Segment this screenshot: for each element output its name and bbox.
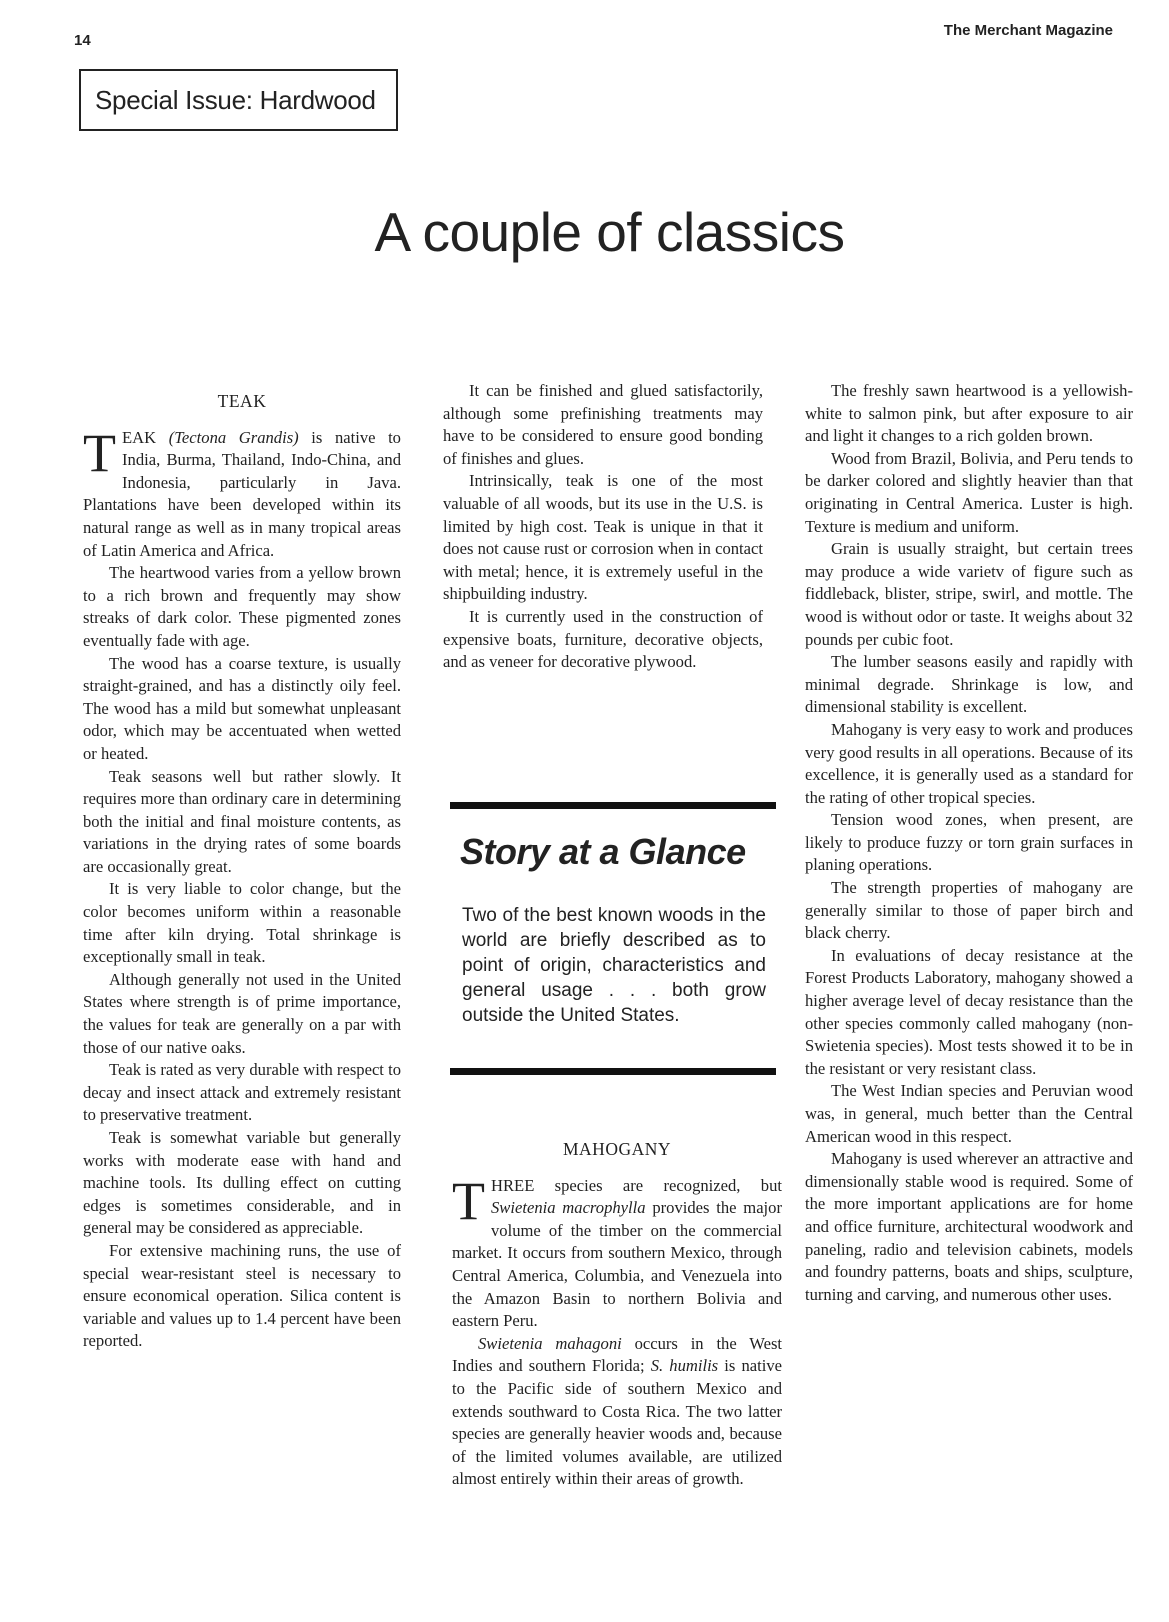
paragraph: Teak is rated as very durable with respect to decay and insect attack and extremely resistant to preservative treatment. — [83, 1060, 401, 1125]
bottom-rule — [450, 1068, 776, 1075]
mahogany-section — [452, 1128, 782, 1491]
paragraph: Although generally not used in the United States where strength is of prime importance, the values for teak are generally on a par with those of our native oaks. — [83, 969, 401, 1057]
headline: A couple of classics — [374, 201, 845, 263]
glance-title: Story at a Glance — [460, 831, 746, 872]
section-label: Special Issue: Hardwood — [79, 69, 398, 131]
teak-continued-column — [443, 380, 763, 674]
paragraph: The lumber seasons easily and rapidly with minimal degrade. Shrinkage is low, and dimensional stability is excellent. — [805, 652, 1133, 717]
paragraph: Wood from Brazil, Bolivia, and Peru tends to be darker colored and slightly heavier than that originating in Central America. Luster is high. Texture is medium and uniform. — [805, 448, 1133, 536]
mahogany-intro-text: HREE species are recognized, but Swietenia macrophylla provides the major volume of the timber on the commercial market. It occurs from southern Mexico, through Central America, Columbia, and Venezuela into the Amazon Basin to northern Bolivia and eastern Peru. — [452, 1175, 782, 1331]
paragraph: It can be finished and glued satisfactorily, although some prefinishing treatments may have to be considered to ensure good bonding of finishes and glues. — [443, 381, 763, 468]
paragraph: Tension wood zones, when present, are likely to produce fuzzy or torn grain surfaces in planing operations. — [805, 810, 1133, 875]
paragraph: It is currently used in the construction of expensive boats, furniture, decorative objects, and as veneer for decorative plywood. — [443, 606, 763, 672]
paragraph: Teak is somewhat variable but generally works with moderate ease with hand and machine tools. Its dulling effect on cutting edges is sometimes considerable, and in general may be considered as appreciable. — [83, 1128, 401, 1238]
mahogany-first-paragraph — [452, 1170, 782, 1333]
page-number: 14 — [74, 32, 91, 49]
dropcap: T — [83, 422, 116, 483]
paragraph: The wood has a coarse texture, is usually straight-grained, and has a distinctly oily feel. The wood has a mild but somewhat unpleasant odor, which may be accentuated when wetted or heated. — [83, 653, 401, 763]
paragraph: The strength properties of mahogany are generally similar to those of paper birch and black cherry. — [805, 878, 1133, 943]
paragraph: Grain is usually straight, but certain trees may produce a wide varietv of figure such as fiddleback, blister, stripe, swirl, and mottle. The wood is without odor or taste. It weighs about 32 pounds per cubic foot. — [805, 539, 1133, 649]
teak-heading: TEAK — [217, 391, 267, 411]
teak-first-paragraph — [83, 422, 401, 563]
paragraph: Teak seasons well but rather slowly. It requires more than ordinary care in determining both the initial and final moisture contents, as variations in the drying rates of some boards are occasionally great. — [83, 766, 401, 876]
paragraph: It is very liable to color change, but the color becomes uniform within a reasonable time after kiln drying. Total shrinkage is exceptionally small in teak. — [83, 879, 401, 967]
paragraph: The heartwood varies from a yellow brown to a rich brown and frequently may show streaks of dark color. These pigmented zones eventually fade with age. — [83, 563, 401, 650]
paragraph: Intrinsically, teak is one of the most valuable of all woods, but its use in the U.S. is limited by high cost. Teak is unique in that it does not cause rust or corrosion when in contact with metal; hence, it is extremely useful in the shipbuilding industry. — [443, 471, 763, 604]
teak-paragraphs — [83, 562, 401, 1353]
teak-continued-paragraphs — [443, 380, 763, 674]
paragraph: In evaluations of decay resistance at the Forest Products Laboratory, mahogany showed a higher average level of decay resistance than the other species commonly called mahogany (non-Swietenia species). Most tests showed it to be in the resistant or very resistant class. — [805, 945, 1133, 1078]
mahogany-heading: MAHOGANY — [562, 1139, 672, 1159]
paragraph: Mahogany is used wherever an attractive and dimensionally stable wood is required. Some of the more important applications are for home and office furniture, architectural woodwork and paneling, radio and television cabinets, models and foundry patterns, boats and ships, sculpture, turning and carving, and numerous other uses. — [805, 1149, 1133, 1304]
teak-intro-text: EAK (Tectona Grandis) is native to India, Burma, Thailand, Indo-China, and Indonesia, particularly in Java. Plantations have been developed within its natural range as well as in many tropical areas of Latin America and Africa. — [83, 427, 401, 560]
paragraph: Mahogany is very easy to work and produces very good results in all operations. Because of its excellence, it is generally used as a standard for the rating of other tropical species. — [805, 719, 1133, 807]
mahogany-continued-column — [805, 380, 1133, 1306]
mahogany-second-paragraph: Swietenia mahagoni occurs in the West Indies and southern Florida; S. humilis is native to the Pacific side of southern Mexico and extends southward to Costa Rica. The two latter species are generally heavier woods and, because of the limited volumes available, are utilized almost entirely within their areas of growth. — [452, 1333, 783, 1489]
dropcap: T — [452, 1170, 485, 1231]
mahogany-continued-paragraphs — [805, 380, 1133, 1306]
paragraph: The West Indian species and Peruvian wood was, in general, much better than the Central American wood in this respect. — [805, 1081, 1133, 1146]
top-rule — [450, 802, 776, 809]
magazine-name: The Merchant Magazine — [943, 22, 1113, 39]
paragraph: The freshly sawn heartwood is a yellowish-white to salmon pink, but after exposure to air and light it changes to a rich golden brown. — [805, 381, 1133, 446]
glance-text: Two of the best known woods in the world are briefly described as to point of origin, characteristics and general usage . . . both grow outside the United States. — [462, 905, 766, 1026]
paragraph: For extensive machining runs, the use of special wear-resistant steel is necessary to ensure economical operation. Silica content is variable and values up to 1.4 percent have been reported. — [83, 1240, 401, 1351]
teak-column — [83, 380, 401, 1353]
story-at-a-glance — [450, 802, 776, 1075]
